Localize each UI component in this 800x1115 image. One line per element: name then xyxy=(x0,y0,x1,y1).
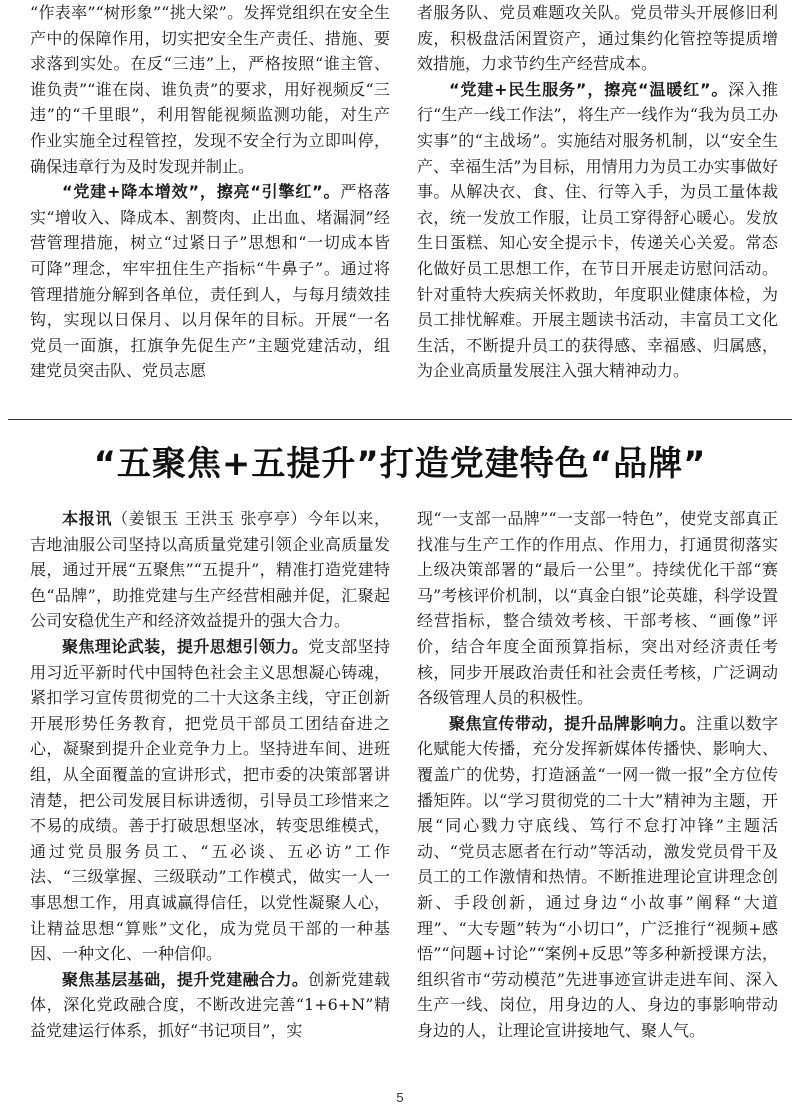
paragraph-body: 创新党建载体，深化党政融合度，不断改进完善“1+6+N”精益党建运行体系，抓好“书记项目”，实 xyxy=(30,969,390,1040)
paragraph-lead: 聚焦理论武装，提升思想引领力。 xyxy=(62,636,309,656)
paragraph-body: （姜银玉 王洪玉 张亭亭）今年以来，吉地油服公司坚持以高质量党建引领企业高质量发展，通过开展“五聚焦”“五提升”，精准打造党建特色“品牌”，助推党建与生产经营相融并促，汇聚起公司安稳优生产和经济效益提升的强大合力。 xyxy=(30,509,390,631)
article-column-1 xyxy=(30,506,390,1043)
paragraph xyxy=(30,179,390,384)
paragraph xyxy=(30,967,390,1044)
paragraph-lead: “党建+民生服务”，擦亮“温暖红”。 xyxy=(449,79,729,99)
paragraph xyxy=(30,506,390,634)
paragraph-body: 严格落实“增收入、降成本、割赘肉、止出血、堵漏洞”经营管理措施，树立“过紧日子”思想和“一切成本皆可降”理念，牢牢扭住生产指标“牛鼻子”。通过将管理措施分解到各单位，责任到人，与每月绩效挂钩，实现以日保月、以月保年的目标。开展“一名党员一面旗，扛旗争先促生产”主题党建活动，组建党员突击队、党员志愿 xyxy=(30,182,390,381)
section-divider xyxy=(8,419,792,420)
page-number: 5 xyxy=(396,1090,404,1105)
paragraph: 现“一支部一品牌”“一支部一特色”，使党支部真正找准与生产工作的作用点、作用力，打通贯彻落实上级决策部署的“最后一公里”。持续优化干部“赛马”考核评价机制，以“真金白银”论英雄，科学设置经营指标，整合绩效考核、干部考核、“画像”评价，结合年度全面预算指标，突出对经济责任考核，同步开展政治责任和社会责任考核，广泛调动各级管理人员的积极性。 xyxy=(417,509,778,708)
article-column-2 xyxy=(417,506,778,1043)
paragraph-lead: 聚焦基层基础，提升党建融合力。 xyxy=(62,969,309,989)
paragraph xyxy=(417,711,778,1044)
paragraph-body: 深入推行“生产一线工作法”，将生产一线作为“我为员工办实事”的“主战场”。实施结对服务机制，以“安全生产、幸福生活”为目标，用情用力为员工办实事做好事。从解决衣、食、住、行等入手，为员工量体裁衣，统一发放工作服，让员工穿得舒心暖心。发放生日蛋糕、知心安全提示卡，传递关心关爱。常态化做好员工思想工作，在节日开展走访慰问活动。针对重特大疾病关怀救助，年度职业健康体检，为员工排忧解难。开展主题读书活动，丰富员工文化生活，不断提升员工的获得感、幸福感、归属感，为企业高质量发展注入强大精神动力。 xyxy=(417,79,778,381)
paragraph: 者服务队、党员难题攻关队。党员带头开展修旧利废，积极盘活闲置资产，通过集约化管控等提质增效措施，力求节约生产经营成本。 xyxy=(417,3,778,74)
paragraph xyxy=(30,634,390,967)
article-headline: “五聚焦+五提升”打造党建特色“品牌” xyxy=(93,444,707,484)
paragraph-lead: 本报讯 xyxy=(62,509,113,528)
paragraph xyxy=(417,77,778,384)
top-column-2 xyxy=(417,0,778,384)
paragraph-lead: 聚焦宣传带动，提升品牌影响力。 xyxy=(449,713,697,733)
paragraph: “作表率”“树形象”“挑大梁”。发挥党组织在安全生产中的保障作用，切实把安全生产责任、措施、要求落到实处。在反“三违”上，严格按照“谁主管、谁负责”“谁在岗、谁负责”的要求，用好视频反“三违”的“千里眼”，利用智能视频监测功能，对生产作业实施全过程管控，发现不安全行为立即叫停，确保违章行为及时发现并制止。 xyxy=(30,3,390,176)
top-column-1 xyxy=(30,0,390,384)
paragraph-body: 党支部坚持用习近平新时代中国特色社会主义思想凝心铸魂，紧扣学习宣传贯彻党的二十大这条主线，守正创新开展形势任务教育，把党员干部员工团结奋进之心，凝聚到提升企业竞争力上。坚持进车间、进班组，从全面覆盖的宣讲形式，把市委的决策部署讲清楚，把公司发展目标讲透彻，引导员工珍惜来之不易的成绩。善于打破思想坚冰，转变思维模式，通过党员服务员工、“五必谈、五必访”工作法、“三级掌握、三级联动”工作模式，做实一人一事思想工作，用真诚赢得信任，以党性凝聚人心，让精益思想“算账”文化，成为党员干部的一种基因、一种文化、一种信仰。 xyxy=(30,636,390,964)
paragraph-lead: “党建+降本增效”，擦亮“引擎红”。 xyxy=(62,182,341,202)
paragraph-body: 注重以数字化赋能大传播，充分发挥新媒体传播快、影响大、覆盖广的优势，打造涵盖“一网一微一报”全方位传播矩阵。以“学习贯彻党的二十大”精神为主题，开展“同心戮力守底线、笃行不怠打冲锋”主题活动、“党员志愿者在行动”等活动，激发党员骨干及员工的工作激情和热情。不断推进理论宣讲理念创新、手段创新，通过身边“小故事”阐释“大道理”、“大专题”转为“小切口”，广泛推行“视频+感悟”“问题+讨论”“案例+反思”等多种新授课方法，组织省市“劳动模范”先进事迹宣讲走进车间、深入生产一线、岗位，用身边的人、身边的事影响带动身边的人，让理论宣讲接地气、聚人气。 xyxy=(417,713,778,1040)
